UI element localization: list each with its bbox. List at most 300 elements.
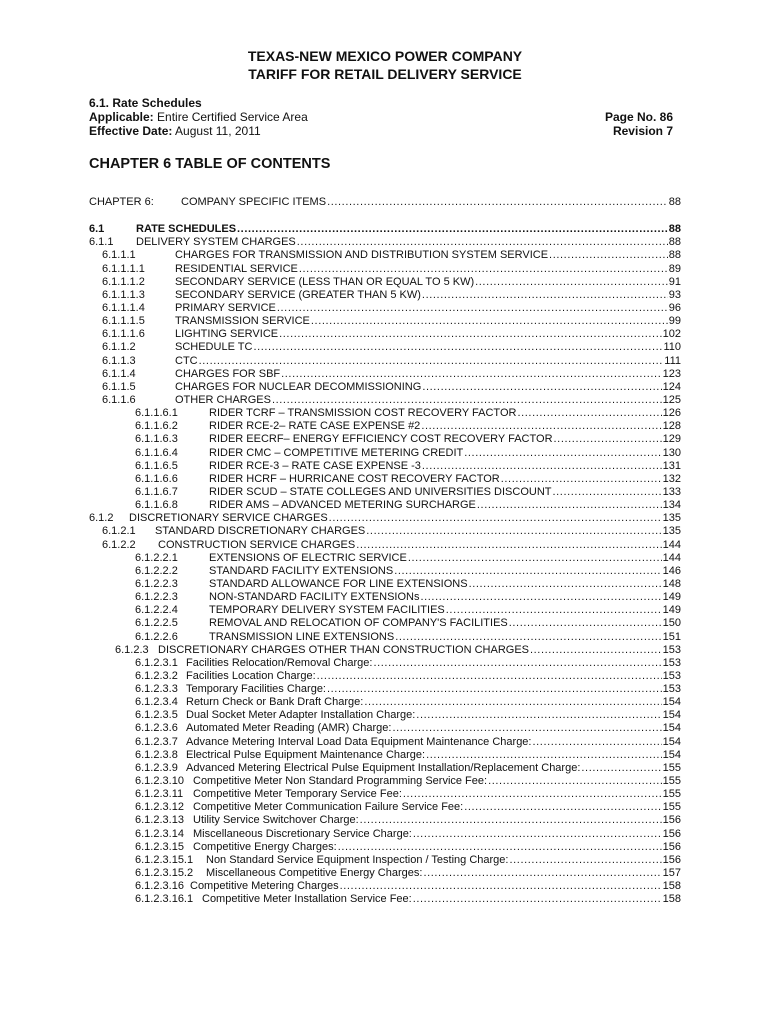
dot-leader [327,196,668,209]
toc-entry-page: 157 [662,867,681,880]
toc-entry-leader-line [186,722,681,735]
toc-entry-number: 6.1.2.3.11 [135,788,184,801]
toc-entry-leader-line [175,368,681,381]
dot-leader [360,814,662,827]
toc-entry-title: STANDARD FACILITY EXTENSIONS [209,564,394,577]
toc-entry-number: 6.1.1.1.5 [102,315,145,328]
toc-entry[interactable] [89,486,681,499]
toc-entry-number: 6.1.2.2.6 [135,630,178,643]
toc-entry-number: 6.1.1.6.5 [135,459,178,472]
toc-entry[interactable] [89,841,681,854]
toc-entry-number: 6.1.1.6.6 [135,472,178,485]
toc-entry-page: 154 [662,696,681,709]
toc-entry-title: CHARGES FOR NUCLEAR DECOMMISSIONING [175,380,422,393]
dot-leader [317,670,662,683]
toc-entry-leader-line [209,407,681,420]
toc-entry[interactable] [89,657,681,670]
toc-entry-number: 6.1.2.3.9 [135,761,178,774]
toc-entry[interactable] [89,236,681,249]
effective-date-value: August 11, 2011 [172,124,261,138]
toc-entry-page: 96 [668,301,681,314]
toc-entry-leader-line [155,525,681,538]
toc-entry-leader-line [175,394,681,407]
dot-leader [413,893,662,906]
toc-entry-title: RIDER AMS – ADVANCED METERING SURCHARGE [209,499,476,512]
toc-entry[interactable] [89,263,681,276]
toc-entry[interactable] [89,552,681,565]
toc-entry-number: 6.1.1 [89,236,114,249]
toc-entry-number: 6.1.1.5 [102,380,136,393]
toc-entry-number: 6.1.2.2.2 [135,564,178,577]
toc-entry[interactable] [89,433,681,446]
toc-entry-page: 149 [662,591,681,604]
dot-leader [422,460,662,473]
table-of-contents [89,196,681,906]
toc-entry[interactable] [89,512,681,525]
toc-entry-title: STANDARD ALLOWANCE FOR LINE EXTENSIONS [209,577,468,590]
toc-entry-title: CTC [175,354,198,367]
dot-leader [533,736,662,749]
toc-entry-page: 155 [662,775,681,788]
toc-entry-leader-line [209,460,681,473]
toc-entry[interactable] [89,473,681,486]
toc-entry-number: 6.1.1.6.1 [135,407,178,420]
dot-leader [464,447,661,460]
toc-entry-leader-line [186,670,681,683]
toc-entry-page: 156 [662,853,681,866]
toc-entry-page: 131 [662,459,681,472]
toc-entry-leader-line [193,801,681,814]
toc-entry-leader-line [175,263,681,276]
dot-leader [422,381,661,394]
toc-entry-leader-line [186,709,681,722]
dot-leader [392,722,661,735]
toc-entry-title: Advance Metering Interval Load Data Equipment Maintenance Charge: [186,735,532,748]
toc-entry[interactable] [89,893,681,906]
dot-leader [488,775,662,788]
toc-entry-leader-line [175,289,681,302]
toc-entry-number: 6.1.1.6.7 [135,485,178,498]
toc-entry-leader-line [186,657,681,670]
toc-entry[interactable] [89,328,681,341]
toc-entry-number: 6.1.2.2.3 [135,591,178,604]
toc-entry-page: 153 [662,656,681,669]
toc-entry-page: 132 [662,472,681,485]
toc-entry-leader-line [193,814,681,827]
toc-entry[interactable] [89,631,681,644]
toc-entry-title: RIDER RCE-2– RATE CASE EXPENSE #2 [209,420,421,433]
toc-entry-leader-line [193,841,681,854]
toc-entry-title: CHARGES FOR SBF [175,367,281,380]
applicable-value: Entire Certified Service Area [153,110,308,124]
toc-entry[interactable] [89,696,681,709]
toc-entry-title: REMOVAL AND RELOCATION OF COMPANY'S FACILITIES [209,617,508,630]
toc-entry[interactable] [89,460,681,473]
toc-entry[interactable] [89,447,681,460]
toc-entry[interactable] [89,394,681,407]
toc-entry[interactable] [89,617,681,630]
toc-entry-leader-line [193,828,681,841]
toc-entry-title: RIDER RCE-3 – RATE CASE EXPENSE -3 [209,459,421,472]
toc-entry-number: 6.1.1.1.4 [102,301,145,314]
toc-entry-title: DISCRETIONARY SERVICE CHARGES [129,512,328,525]
toc-entry[interactable] [89,302,681,315]
toc-entry-number: 6.1.1.1.3 [102,288,145,301]
toc-entry-title: Electrical Pulse Equipment Maintenance Charge: [186,748,426,761]
toc-entry-title: Competitive Meter Installation Service Fee: [202,893,412,906]
toc-entry[interactable] [89,762,681,775]
toc-entry[interactable] [89,249,681,262]
toc-entry-title: RESIDENTIAL SERVICE [175,262,298,275]
toc-entry-leader-line [175,249,681,262]
toc-entry[interactable] [89,788,681,801]
toc-entry-leader-line [209,473,681,486]
dot-leader [554,433,662,446]
toc-entry-title: Facilities Relocation/Removal Charge: [186,656,373,669]
dot-leader [373,657,661,670]
dot-leader [340,880,662,893]
toc-entry[interactable] [89,749,681,762]
toc-entry-title: Temporary Facilities Charge: [186,683,326,696]
toc-entry-page: 124 [662,380,681,393]
toc-entry-leader-line [186,749,681,762]
toc-entry-leader-line [206,867,681,880]
toc-entry-number: 6.1.1.6.3 [135,433,178,446]
toc-entry-number: 6.1.1.6.8 [135,499,178,512]
dot-leader [199,355,664,368]
toc-entry[interactable] [89,223,681,236]
dot-leader [446,604,662,617]
toc-entry-number: 6.1.2.3.15.2 [135,867,194,880]
toc-entry-page: 93 [668,288,681,301]
toc-entry-page: 154 [662,709,681,722]
toc-entry[interactable] [89,644,681,657]
toc-entry-number: 6.1.2.3.15.1 [135,853,194,866]
dot-leader [281,368,662,381]
toc-entry-title: RIDER SCUD – STATE COLLEGES AND UNIVERSITIES DISCOUNT [209,485,552,498]
toc-entry-page: 146 [662,564,681,577]
toc-entry-title: RIDER HCRF – HURRICANE COST RECOVERY FACTOR [209,472,500,485]
toc-entry-title: Competitive Meter Communication Failure Service Fee: [193,801,464,814]
toc-entry-title: SECONDARY SERVICE (LESS THAN OR EQUAL TO 5 KW) [175,275,475,288]
toc-entry-number: 6.1.2.3.8 [135,748,178,761]
toc-entry[interactable] [89,315,681,328]
toc-entry-number: 6.1.2.3.5 [135,709,178,722]
toc-entry[interactable] [89,355,681,368]
toc-entry-number: 6.1.2.2.4 [135,604,178,617]
toc-entry-page: 155 [662,761,681,774]
chapter-title: CHAPTER 6 TABLE OF CONTENTS [89,156,331,172]
toc-entry-leader-line [175,355,681,368]
toc-entry[interactable] [89,565,681,578]
toc-entry-page: 144 [662,551,681,564]
dot-leader [338,841,662,854]
toc-entry[interactable] [89,683,681,696]
toc-entry[interactable] [89,604,681,617]
toc-entry-leader-line [175,341,681,354]
toc-entry[interactable] [89,578,681,591]
dot-leader [277,302,668,315]
toc-entry-title: Non Standard Service Equipment Inspection / Testing Charge: [206,853,509,866]
effective-date-line [89,124,261,138]
toc-entry-title: CONSTRUCTION SERVICE CHARGES [158,538,356,551]
toc-entry[interactable] [89,289,681,302]
toc-entry-number: 6.1.2.2.1 [135,551,178,564]
dot-leader [553,486,662,499]
toc-entry-page: 88 [668,236,681,249]
toc-entry[interactable] [89,736,681,749]
toc-entry-title: Miscellaneous Competitive Energy Charges: [206,867,423,880]
toc-entry-number: 6.1 [89,223,105,236]
tariff-title: TARIFF FOR RETAIL DELIVERY SERVICE [248,66,522,82]
toc-entry-page: 150 [662,617,681,630]
toc-entry-number: 6.1.2.3.16 [135,880,184,893]
toc-entry-leader-line [186,762,681,775]
toc-entry-leader-line [190,880,681,893]
toc-entry-number: 6.1.1.2 [102,341,136,354]
toc-entry-leader-line [136,236,681,249]
dot-leader [356,539,661,552]
dot-leader [426,749,662,762]
dot-leader [477,499,662,512]
toc-entry[interactable] [89,381,681,394]
effective-date-label: Effective Date: [89,124,173,138]
toc-entry-number: 6.1.2.3.4 [135,696,178,709]
toc-entry-title: LIGHTING SERVICE [175,328,279,341]
toc-entry-page: 91 [668,275,681,288]
toc-entry-title: PRIMARY SERVICE [175,301,276,314]
toc-entry-leader-line [186,696,681,709]
toc-entry-number: 6.1.1.1 [102,249,136,262]
dot-leader [509,617,662,630]
toc-entry-page: 123 [662,367,681,380]
toc-entry-page: 102 [662,328,681,341]
toc-entry-title: NON-STANDARD FACILITY EXTENSIONs [209,591,420,604]
toc-entry-page: 153 [662,669,681,682]
toc-entry-number: 6.1.1.3 [102,354,136,367]
toc-entry-number: 6.1.1.6.4 [135,446,178,459]
toc-entry[interactable] [89,525,681,538]
toc-entry-leader-line [209,552,681,565]
toc-entry[interactable] [89,775,681,788]
toc-entry-page: 135 [662,525,681,538]
toc-entry-page: 134 [662,499,681,512]
toc-entry-title: Competitive Energy Charges: [193,840,337,853]
toc-entry-page: 156 [662,840,681,853]
dot-leader [517,407,661,420]
toc-entry-number: 6.1.2.3.6 [135,722,178,735]
toc-entry[interactable] [89,196,681,209]
toc-entry-page: 154 [662,722,681,735]
dot-leader [299,263,668,276]
toc-entry-number: 6.1.1.4 [102,367,136,380]
toc-entry-leader-line [181,196,681,209]
dot-leader [366,525,661,538]
toc-entry-leader-line [129,512,681,525]
toc-entry-number: 6.1.2.3 [115,643,149,656]
toc-entry-page: 99 [668,315,681,328]
toc-entry-title: Competitive Metering Charges [190,880,339,893]
toc-entry-number: 6.1.2 [89,512,114,525]
toc-entry[interactable] [89,801,681,814]
toc-entry[interactable] [89,722,681,735]
toc-entry[interactable] [89,867,681,880]
toc-entry-number: 6.1.2.3.2 [135,669,178,682]
toc-entry[interactable] [89,276,681,289]
dot-leader [279,328,662,341]
toc-entry-leader-line [175,328,681,341]
toc-entry-leader-line [209,565,681,578]
toc-entry-leader-line [209,433,681,446]
toc-entry[interactable] [89,670,681,683]
toc-entry-title: Miscellaneous Discretionary Service Charge: [193,827,412,840]
toc-entry-page: 154 [662,735,681,748]
toc-entry-page: 149 [662,604,681,617]
dot-leader [408,552,662,565]
toc-entry-leader-line [175,276,681,289]
toc-entry-leader-line [175,302,681,315]
toc-entry-leader-line [209,578,681,591]
dot-leader [549,249,668,262]
toc-entry-number: 6.1.2.3.13 [135,814,184,827]
toc-entry-page: 88 [668,196,681,208]
section-heading: 6.1. Rate Schedules [89,96,202,110]
toc-entry-title: EXTENSIONS OF ELECTRIC SERVICE [209,551,407,564]
toc-entry-page: 129 [662,433,681,446]
toc-entry-page: 135 [662,512,681,525]
toc-entry-leader-line [209,499,681,512]
toc-entry-number: 6.1.2.3.12 [135,801,184,814]
dot-leader [327,683,662,696]
revision-number: Revision 7 [612,124,673,138]
toc-entry-leader-line [209,617,681,630]
toc-entry-title: RATE SCHEDULES [136,223,237,236]
toc-entry[interactable] [89,828,681,841]
toc-entry[interactable] [89,499,681,512]
toc-entry-number: 6.1.1.6 [102,393,136,406]
toc-entry-number: 6.1.2.2 [102,538,136,551]
toc-entry-leader-line [209,631,681,644]
dot-leader [475,276,668,289]
dot-leader [413,828,662,841]
dot-leader [297,236,668,249]
toc-entry-page: 128 [662,420,681,433]
toc-entry-number: 6.1.1.1.1 [102,262,145,275]
toc-entry[interactable] [89,814,681,827]
toc-entry-leader-line [158,539,681,552]
dot-leader [272,394,662,407]
toc-entry-number: 6.1.2.3.14 [135,827,184,840]
toc-entry-page: 158 [662,893,681,906]
toc-entry-leader-line [186,683,681,696]
toc-entry-leader-line [175,381,681,394]
toc-entry-number: 6.1.1.1.6 [102,328,145,341]
toc-entry-page: 155 [662,788,681,801]
toc-entry-page: 88 [668,223,681,236]
toc-entry-title: Advanced Metering Electrical Pulse Equipment Installation/Replacement Charge: [186,761,581,774]
toc-entry[interactable] [89,539,681,552]
toc-entry-page: 158 [662,880,681,893]
toc-entry-page: 125 [662,393,681,406]
dot-leader [421,420,661,433]
toc-entry-number: 6.1.2.1 [102,525,136,538]
toc-entry-number: 6.1.2.2.5 [135,617,178,630]
toc-entry[interactable] [89,420,681,433]
toc-entry[interactable] [89,407,681,420]
toc-entry[interactable] [89,591,681,604]
dot-leader [509,854,661,867]
dot-leader [581,762,661,775]
dot-leader [403,788,662,801]
toc-entry[interactable] [89,709,681,722]
dot-leader [501,473,662,486]
toc-entry-page: 111 [664,354,681,367]
toc-entry-leader-line [186,736,681,749]
toc-entry-leader-line [193,775,681,788]
page-number: Page No. 86 [604,110,673,124]
dot-leader [311,315,668,328]
dot-leader [530,644,662,657]
toc-entry-number: 6.1.1.6.2 [135,420,178,433]
toc-entry-leader-line [136,223,681,236]
toc-entry-page: 155 [662,801,681,814]
toc-entry-leader-line [209,447,681,460]
dot-leader [329,512,662,525]
toc-entry-leader-line [193,788,681,801]
dot-leader [364,696,661,709]
toc-entry-number: 6.1.2.3.16.1 [135,893,194,906]
toc-entry-title: CHARGES FOR TRANSMISSION AND DISTRIBUTION SYSTEM SERVICE [175,249,549,262]
dot-leader [253,341,662,354]
dot-leader [395,631,661,644]
toc-entry-title: SECONDARY SERVICE (GREATER THAN 5 KW) [175,288,421,301]
toc-entry-page: 154 [662,748,681,761]
toc-entry-page: 148 [662,577,681,590]
toc-entry-title: OTHER CHARGES [175,393,271,406]
toc-entry-title: TRANSMISSION SERVICE [175,315,310,328]
toc-entry-leader-line [175,315,681,328]
toc-entry-leader-line [209,591,681,604]
toc-entry-leader-line [158,644,681,657]
toc-entry-page: 156 [662,827,681,840]
spacer [89,209,681,223]
toc-entry-title: RIDER TCRF – TRANSMISSION COST RECOVERY FACTOR [209,407,517,420]
toc-entry-page: 156 [662,814,681,827]
toc-entry-leader-line [209,604,681,617]
toc-entry-title: Automated Meter Reading (AMR) Charge: [186,722,392,735]
company-name: TEXAS-NEW MEXICO POWER COMPANY [247,48,523,64]
toc-entry[interactable] [89,368,681,381]
toc-entry-title: RIDER CMC – COMPETITIVE METERING CREDIT [209,446,464,459]
dot-leader [237,223,668,236]
toc-entry[interactable] [89,880,681,893]
toc-entry-title: TEMPORARY DELIVERY SYSTEM FACILITIES [209,604,445,617]
toc-entry-number: 6.1.2.3.10 [135,775,184,788]
toc-entry[interactable] [89,341,681,354]
toc-entry-title: Dual Socket Meter Adapter Installation Charge: [186,709,416,722]
toc-entry-page: 144 [662,538,681,551]
toc-entry-page: 88 [668,249,681,262]
toc-entry-title: Facilities Location Charge: [186,669,316,682]
toc-entry-page: 151 [662,630,681,643]
toc-entry-title: DELIVERY SYSTEM CHARGES [136,236,296,249]
toc-entry-title: TRANSMISSION LINE EXTENSIONS [209,630,395,643]
toc-entry-number: 6.1.1.1.2 [102,275,145,288]
applicable-line [89,110,308,124]
toc-entry-title: DISCRETIONARY CHARGES OTHER THAN CONSTRUCTION CHARGES [158,643,529,656]
toc-entry-page: 89 [668,262,681,275]
toc-entry[interactable] [89,854,681,867]
